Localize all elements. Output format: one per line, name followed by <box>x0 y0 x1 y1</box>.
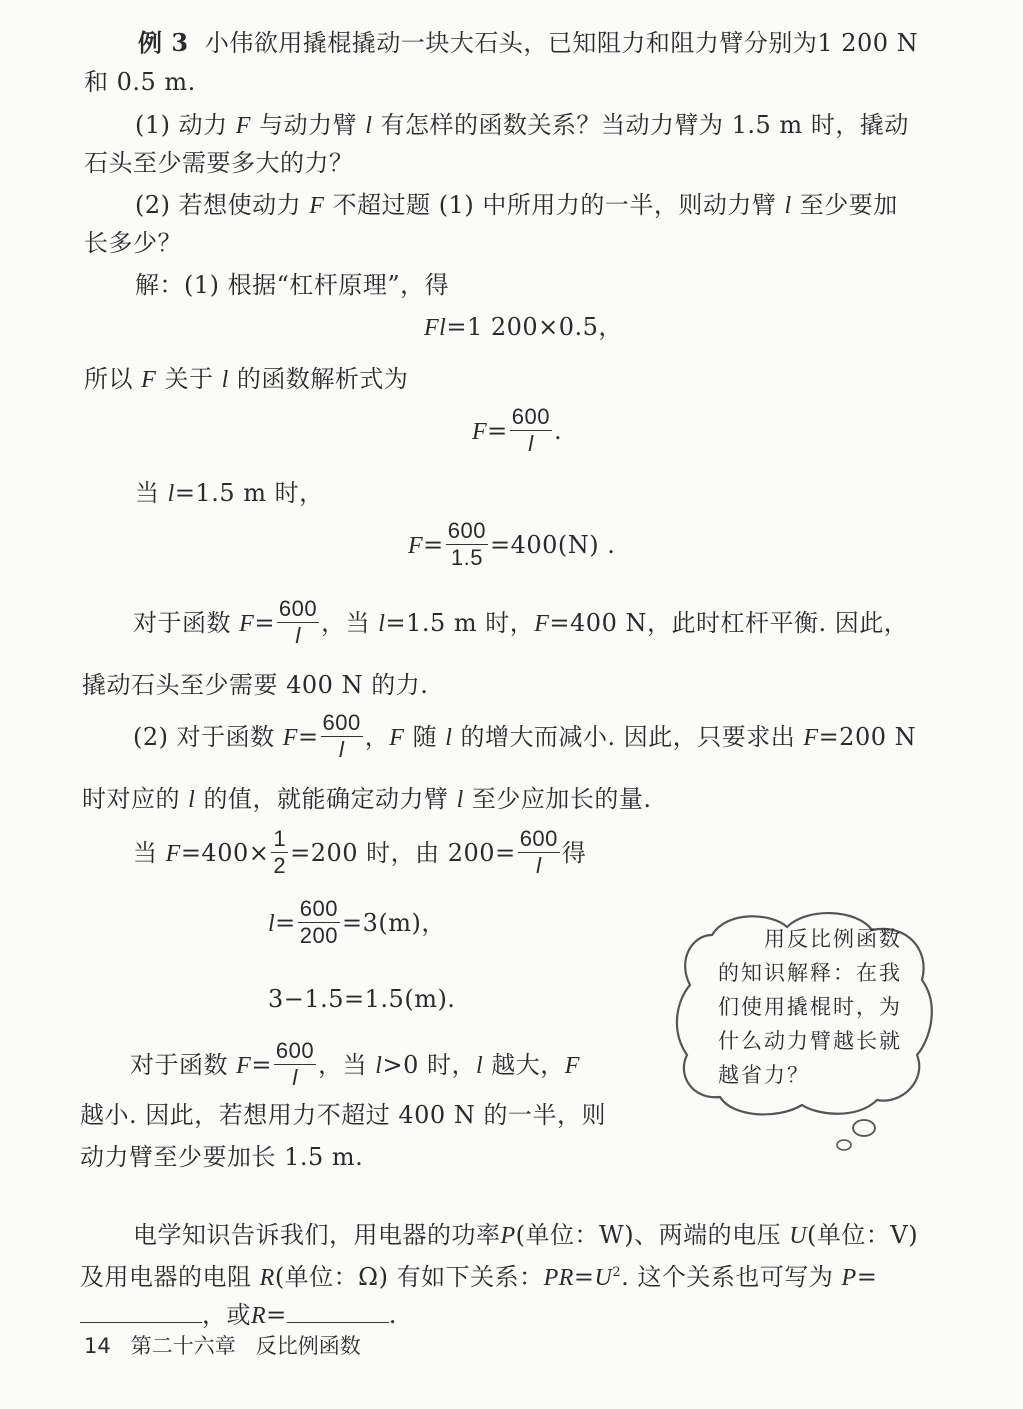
exercise-line-3: ，或R= . <box>80 1300 397 1331</box>
equation-function: F= $\frac{600}{l}$ . <box>472 404 563 456</box>
function-statement: 所以 F 关于 l 的函数解析式为 <box>84 365 409 393</box>
answer-blank-p[interactable] <box>80 1300 202 1323</box>
example-line-1: 例 3 小伟欲用撬棍撬动一块大石头，已知阻力和阻力臂分别为1 200 N <box>138 28 919 57</box>
paragraph-4-line-2: 越小. 因此，若想用力不超过 400 N 的一半，则 <box>80 1101 606 1129</box>
chapter-label: 第二十六章 <box>130 1334 236 1358</box>
fraction: $\frac{600}{l}$ <box>519 826 558 878</box>
paragraph-2-line-1: (2) 对于函数 F= $\frac{600}{l}$ ，F 随 l 的增大而减小. 因此，只要求出 F=200 N <box>133 710 917 762</box>
chapter-title: 反比例函数 <box>255 1334 361 1358</box>
fraction: $\frac{600}{l}$ <box>278 596 318 648</box>
fraction: $\frac{600}{l}$ <box>511 404 550 456</box>
solution-intro: 解：(1) 根据“杠杆原理”，得 <box>135 271 450 299</box>
equation-length: l= $\frac{600}{200}$ =3(m)， <box>268 896 446 948</box>
fraction: $\frac{600}{200}$ <box>299 896 338 948</box>
fraction: $\frac{1}{2}$ <box>273 826 287 878</box>
page-number: 14 <box>84 1334 111 1358</box>
page-footer <box>84 1330 361 1360</box>
paragraph-4-line-3: 动力臂至少要加长 1.5 m. <box>80 1143 364 1171</box>
thought-bubble-text: 用反比例函数 的知识解释：在我 们使用撬棍时，为 什么动力臂越长就 越省力？ <box>718 927 902 1087</box>
fraction: $\frac{600}{l}$ <box>275 1038 315 1090</box>
example-label: 例 3 <box>138 28 189 57</box>
exercise-line-1: 电学知识告诉我们，用电器的功率P(单位：W)、两端的电压 U(单位：V) <box>133 1221 919 1249</box>
paragraph-4-line-1: 对于函数 F= $\frac{600}{l}$ ，当 l>0 时，l 越大，F <box>130 1038 580 1090</box>
question-1-line-2: 石头至少需要多大的力？ <box>84 149 354 177</box>
paragraph-1-line-1: 对于函数 F= $\frac{600}{l}$ ，当 l=1.5 m 时，F=400 N，此时杠杆平衡. 因此， <box>133 596 909 648</box>
equation-lever: Fl=1 200×0.5， <box>424 313 623 341</box>
paragraph-1-line-2: 撬动石头至少需要 400 N 的力. <box>82 671 429 699</box>
when-statement: 当 l=1.5 m 时， <box>135 479 324 507</box>
answer-blank-r[interactable] <box>287 1300 389 1323</box>
equation-force: F= $\frac{600}{1.5}$ =400(N) . <box>408 518 616 570</box>
question-2-line-2: 长多少？ <box>84 229 182 257</box>
exercise-line-2: 及用电器的电阻 R(单位：Ω) 有如下关系：$PR=U^2$. 这个关系也可写为 P= <box>80 1263 878 1291</box>
question-2-line-1: (2) 若想使动力 F 不超过题 (1) 中所用力的一半，则动力臂 l 至少要加 <box>135 191 898 219</box>
paragraph-2-line-2: 时对应的 l 的值，就能确定动力臂 l 至少应加长的量. <box>82 785 652 813</box>
equation-difference: 3−1.5=1.5(m). <box>268 985 456 1013</box>
fraction: $\frac{600}{l}$ <box>322 710 361 762</box>
fraction: $\frac{600}{1.5}$ <box>447 518 486 570</box>
example-line-2: 和 0.5 m. <box>84 68 196 96</box>
question-1-line-1: (1) 动力 F 与动力臂 l 有怎样的函数关系？当动力臂为 1.5 m 时，撬动 <box>135 111 909 139</box>
paragraph-3: 当 F=400× $\frac{1}{2}$ =200 时，由 200= $\frac{600}{l}$ 得 <box>133 826 587 878</box>
